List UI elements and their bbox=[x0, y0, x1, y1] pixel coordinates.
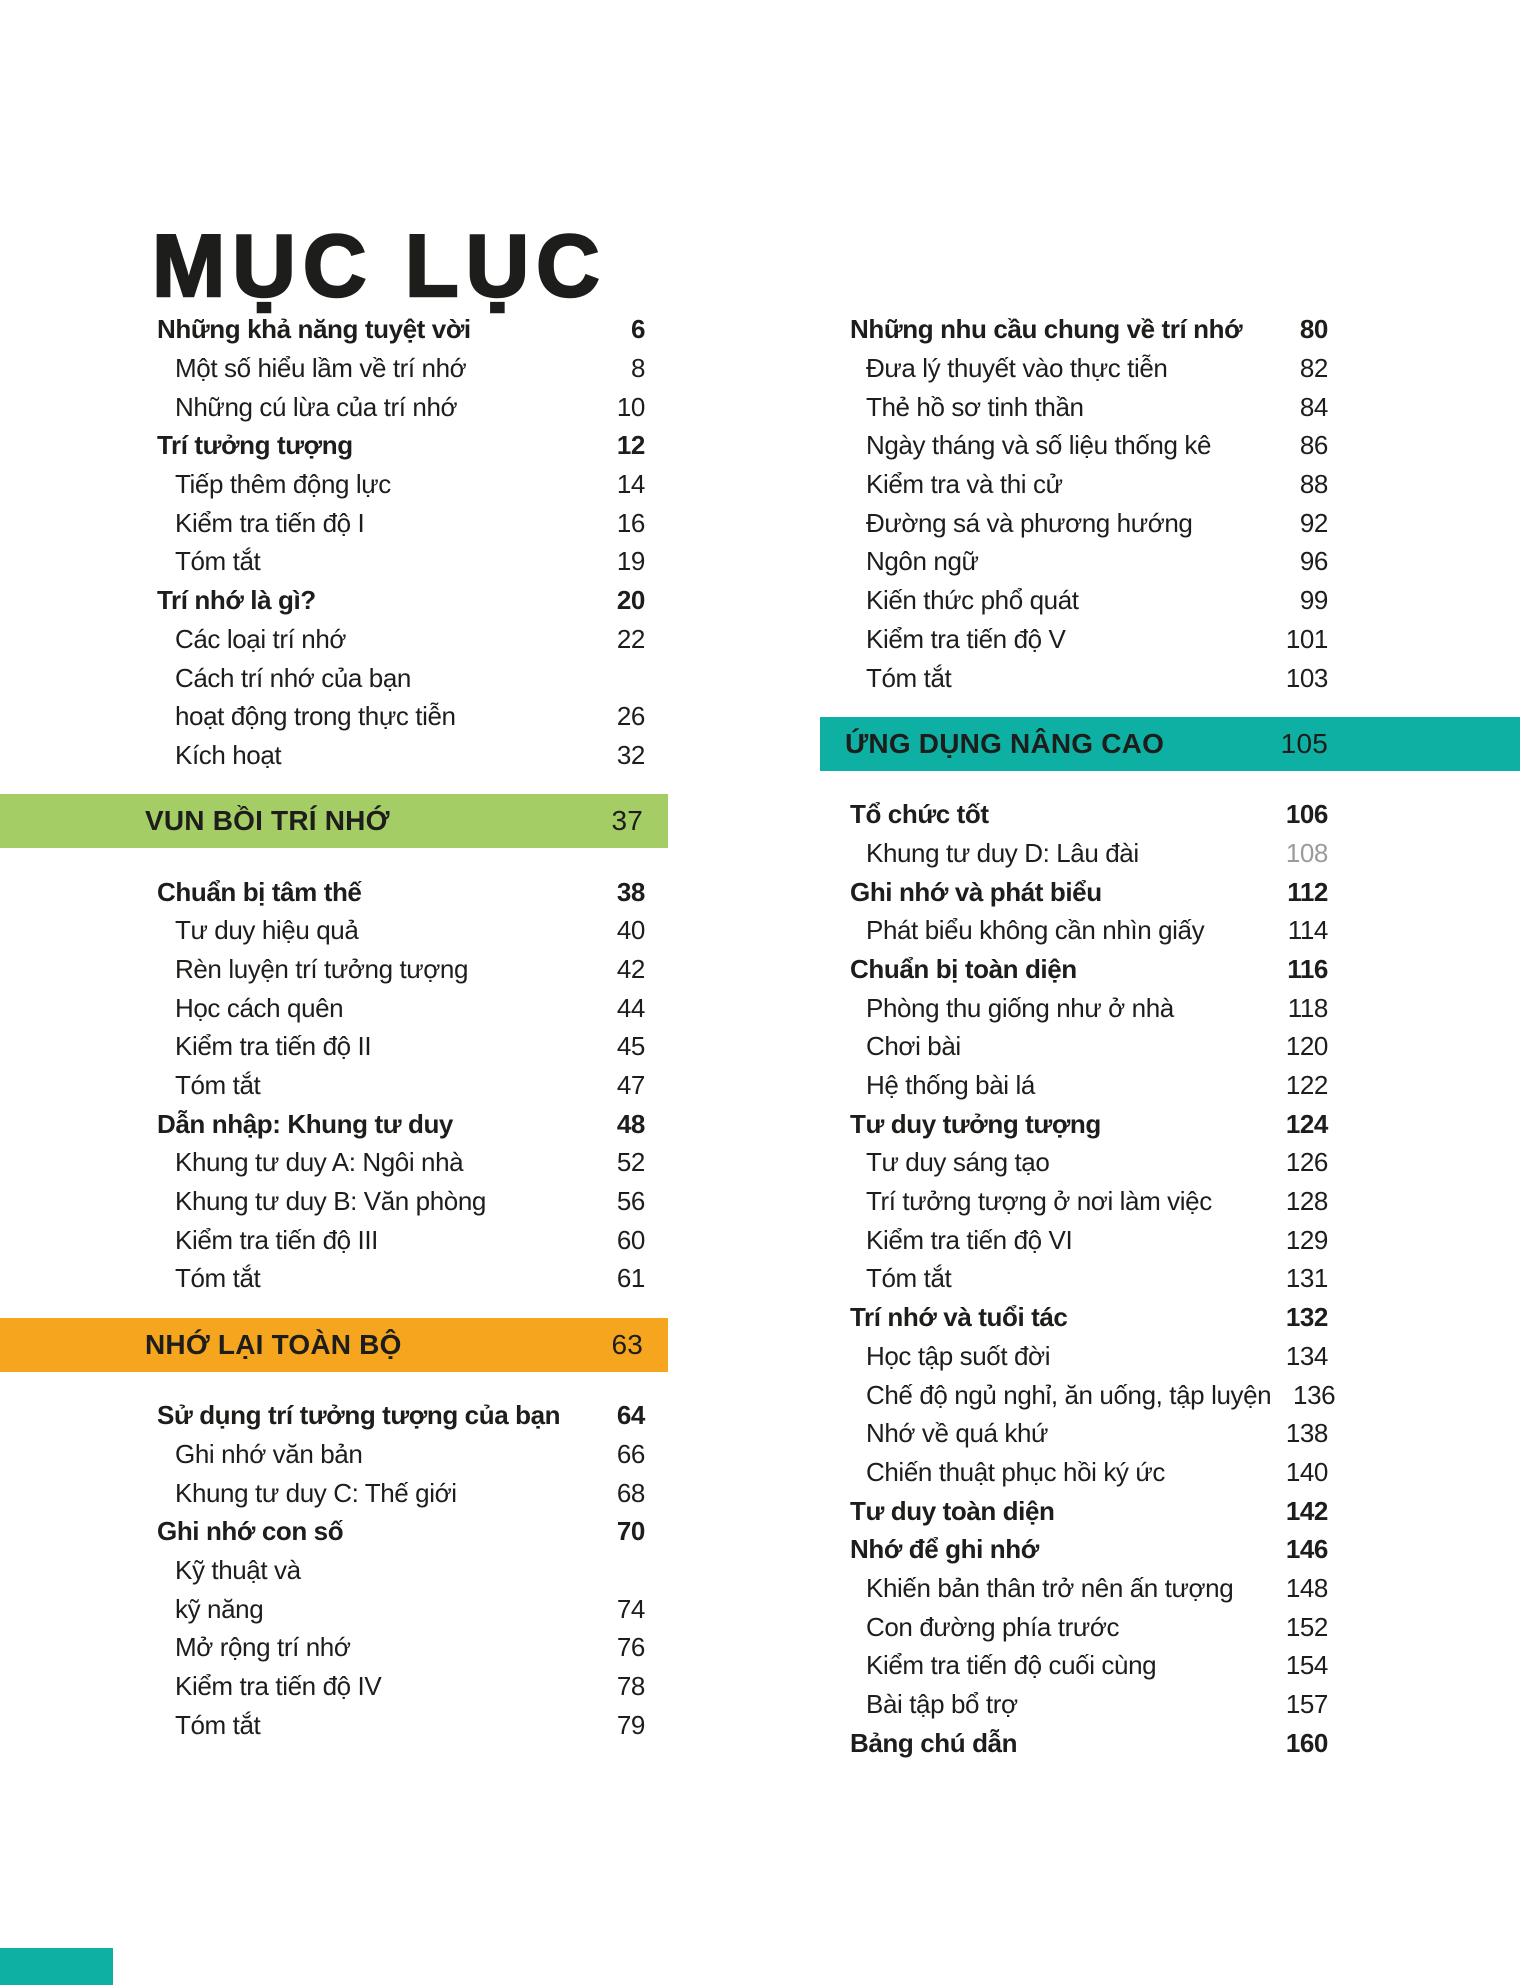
toc-entry-page: 12 bbox=[616, 430, 645, 461]
toc-entry-page: 10 bbox=[616, 391, 645, 422]
toc-entry bbox=[820, 911, 1520, 950]
toc-entry-page: 45 bbox=[616, 1031, 645, 1062]
toc-entry-label: Tóm tắt bbox=[175, 1709, 261, 1740]
toc-entry-label: Con đường phía trước bbox=[866, 1611, 1120, 1642]
toc-entry-page: 80 bbox=[1299, 314, 1328, 345]
toc-entry-page: 112 bbox=[1287, 876, 1328, 907]
toc-entry bbox=[0, 620, 668, 659]
toc-entry-label: Kích hoạt bbox=[175, 739, 282, 770]
toc-entry bbox=[0, 736, 668, 775]
toc-entry bbox=[820, 387, 1520, 426]
toc-entry bbox=[0, 581, 668, 620]
toc-entry-label: Tóm tắt bbox=[175, 1070, 261, 1101]
toc-entry-label: Kiểm tra tiến độ V bbox=[866, 623, 1066, 654]
toc-entry bbox=[0, 1220, 668, 1259]
toc-entry-page: 82 bbox=[1299, 353, 1328, 384]
toc-entry-page: 38 bbox=[616, 876, 645, 907]
toc-entry bbox=[0, 988, 668, 1027]
toc-entry-label: Những khả năng tuyệt vời bbox=[157, 314, 471, 345]
toc-entry-label: Chiến thuật phục hồi ký ức bbox=[866, 1456, 1165, 1487]
toc-entry bbox=[820, 1491, 1520, 1530]
toc-entry-label: Thẻ hồ sơ tinh thần bbox=[866, 391, 1084, 422]
toc-entry-page: 32 bbox=[616, 739, 645, 770]
toc-entry-label: Hệ thống bài lá bbox=[866, 1070, 1035, 1101]
toc-entry-page: 152 bbox=[1285, 1611, 1328, 1642]
toc-entry bbox=[0, 310, 668, 349]
toc-entry bbox=[820, 872, 1520, 911]
toc-entry-page: 116 bbox=[1287, 953, 1328, 984]
toc-entry-page: 131 bbox=[1285, 1263, 1328, 1294]
toc-entry-page: 106 bbox=[1285, 799, 1328, 830]
toc-entry bbox=[820, 426, 1520, 465]
toc-entry-label: Nhớ về quá khứ bbox=[866, 1418, 1049, 1449]
toc-entry-label: Khung tư duy B: Văn phòng bbox=[175, 1186, 486, 1217]
toc-entry-page: 157 bbox=[1285, 1689, 1328, 1720]
toc-entry-page: 88 bbox=[1299, 469, 1328, 500]
toc-entry-page: 64 bbox=[616, 1400, 645, 1431]
toc-column-right bbox=[820, 310, 1520, 1762]
toc-entry-label: Tư duy tưởng tượng bbox=[850, 1108, 1101, 1139]
toc-entry bbox=[820, 1337, 1520, 1376]
toc-entry bbox=[0, 1705, 668, 1744]
toc-entry-label: Những nhu cầu chung về trí nhớ bbox=[850, 314, 1243, 345]
toc-entry-label: Kiểm tra tiến độ II bbox=[175, 1031, 372, 1062]
toc-entry-label: Khiến bản thân trở nên ấn tượng bbox=[866, 1572, 1234, 1603]
toc-entry-label: Khung tư duy A: Ngôi nhà bbox=[175, 1147, 464, 1178]
toc-entry-page: 108 bbox=[1285, 837, 1328, 868]
toc-entry-label: Tư duy sáng tạo bbox=[866, 1147, 1050, 1178]
toc-entry bbox=[0, 1473, 668, 1512]
toc-entry bbox=[820, 1414, 1520, 1453]
section-banner-label: NHỚ LẠI TOÀN BỘ bbox=[145, 1328, 402, 1360]
toc-entry bbox=[820, 542, 1520, 581]
toc-entry-label: Ghi nhớ và phát biểu bbox=[850, 876, 1102, 907]
toc-entry-label: Ghi nhớ con số bbox=[157, 1516, 344, 1547]
toc-entry-label: Ngày tháng và số liệu thống kê bbox=[866, 430, 1212, 461]
toc-entry bbox=[820, 1027, 1520, 1066]
toc-entry-label: Tư duy hiệu quả bbox=[175, 915, 359, 946]
toc-entry bbox=[0, 426, 668, 465]
toc-entry-page: 140 bbox=[1285, 1456, 1328, 1487]
toc-entry bbox=[820, 310, 1520, 349]
toc-entry bbox=[820, 834, 1520, 873]
section-banner-page: 63 bbox=[611, 1328, 643, 1360]
toc-entry bbox=[0, 872, 668, 911]
toc-entry-label: Trí tưởng tượng ở nơi làm việc bbox=[866, 1186, 1212, 1217]
toc-entry bbox=[0, 1104, 668, 1143]
toc-entry-page: 42 bbox=[616, 953, 645, 984]
toc-entry-label: Học tập suốt đời bbox=[866, 1340, 1051, 1371]
toc-entry bbox=[0, 1435, 668, 1474]
toc-entry bbox=[820, 349, 1520, 388]
toc-entry bbox=[820, 658, 1520, 697]
toc-entry-label: Chơi bài bbox=[866, 1031, 961, 1062]
toc-entry bbox=[820, 1569, 1520, 1608]
toc-entry-page: 129 bbox=[1285, 1224, 1328, 1255]
toc-entry bbox=[820, 1298, 1520, 1337]
toc-entry bbox=[820, 581, 1520, 620]
toc-entry bbox=[0, 950, 668, 989]
page-title: MỤC LỤC bbox=[152, 215, 607, 315]
toc-entry bbox=[820, 1143, 1520, 1182]
toc-entry-page: 84 bbox=[1299, 391, 1328, 422]
toc-entry-page: 122 bbox=[1285, 1070, 1328, 1101]
toc-entry-label: Kiểm tra và thi cử bbox=[866, 469, 1063, 500]
toc-entry-page: 74 bbox=[616, 1593, 645, 1624]
toc-entry bbox=[820, 1259, 1520, 1298]
toc-entry bbox=[820, 1104, 1520, 1143]
toc-entry-page: 128 bbox=[1285, 1186, 1328, 1217]
toc-entry bbox=[820, 950, 1520, 989]
section-banner bbox=[820, 717, 1520, 771]
toc-entry bbox=[0, 349, 668, 388]
toc-entry-label: Tóm tắt bbox=[175, 546, 261, 577]
toc-entry bbox=[0, 697, 668, 736]
toc-entry-page: 103 bbox=[1285, 662, 1328, 693]
toc-entry-page: 154 bbox=[1285, 1650, 1328, 1681]
toc-entry-page: 142 bbox=[1285, 1495, 1328, 1526]
toc-entry-page: 68 bbox=[616, 1477, 645, 1508]
toc-entry bbox=[0, 465, 668, 504]
toc-entry-label: Kiểm tra tiến độ cuối cùng bbox=[866, 1650, 1157, 1681]
toc-entry-page: 134 bbox=[1285, 1340, 1328, 1371]
toc-entry-label: Những cú lừa của trí nhớ bbox=[175, 391, 458, 422]
toc-entry-page: 6 bbox=[630, 314, 645, 345]
toc-entry bbox=[0, 1512, 668, 1551]
section-banner bbox=[0, 794, 668, 848]
toc-entry-label: Khung tư duy D: Lâu đài bbox=[866, 837, 1139, 868]
toc-entry-page: 101 bbox=[1285, 623, 1328, 654]
toc-entry-page: 79 bbox=[616, 1709, 645, 1740]
toc-entry bbox=[0, 1628, 668, 1667]
toc-entry-label: Kiến thức phổ quát bbox=[866, 585, 1079, 616]
toc-entry-page: 61 bbox=[616, 1263, 645, 1294]
toc-entry-label: Trí tưởng tượng bbox=[157, 430, 353, 461]
toc-entry bbox=[820, 1530, 1520, 1569]
toc-entry-page: 92 bbox=[1299, 507, 1328, 538]
section-banner-label: VUN BỒI TRÍ NHỚ bbox=[145, 805, 390, 837]
toc-entry-page: 48 bbox=[616, 1108, 645, 1139]
toc-entry bbox=[0, 1667, 668, 1706]
toc-entry-label: Tóm tắt bbox=[175, 1263, 261, 1294]
toc-entry-page: 120 bbox=[1285, 1031, 1328, 1062]
toc-entry bbox=[820, 795, 1520, 834]
toc-entry-page: 99 bbox=[1299, 585, 1328, 616]
toc-entry-page: 70 bbox=[616, 1516, 645, 1547]
toc-entry bbox=[820, 1453, 1520, 1492]
toc-entry bbox=[820, 1607, 1520, 1646]
toc-entry-label: Tóm tắt bbox=[866, 1263, 952, 1294]
toc-entry-page: 40 bbox=[616, 915, 645, 946]
toc-entry-label: Sử dụng trí tưởng tượng của bạn bbox=[157, 1400, 561, 1431]
toc-entry-page: 66 bbox=[616, 1438, 645, 1469]
toc-entry-page: 160 bbox=[1285, 1727, 1328, 1758]
toc-entry-label: hoạt động trong thực tiễn bbox=[175, 701, 456, 732]
toc-entry bbox=[0, 387, 668, 426]
toc-entry bbox=[0, 658, 668, 697]
toc-entry bbox=[820, 1685, 1520, 1724]
toc-entry bbox=[820, 988, 1520, 1027]
toc-entry-label: Kiểm tra tiến độ I bbox=[175, 507, 365, 538]
toc-entry-page: 132 bbox=[1285, 1302, 1328, 1333]
toc-entry-page: 8 bbox=[630, 353, 645, 384]
toc-entry-label: Dẫn nhập: Khung tư duy bbox=[157, 1108, 453, 1139]
toc-entry-label: Phát biểu không cần nhìn giấy bbox=[866, 915, 1205, 946]
toc-entry bbox=[820, 1723, 1520, 1762]
toc-entry bbox=[820, 1646, 1520, 1685]
toc-entry-page: 78 bbox=[616, 1670, 645, 1701]
toc-entry-page: 118 bbox=[1287, 992, 1328, 1023]
toc-column-left bbox=[0, 310, 668, 1744]
toc-entry-label: Kỹ thuật và bbox=[175, 1554, 301, 1585]
toc-entry-label: Bảng chú dẫn bbox=[850, 1727, 1018, 1758]
toc-entry-label: Rèn luyện trí tưởng tượng bbox=[175, 953, 469, 984]
toc-entry-page: 56 bbox=[616, 1186, 645, 1217]
section-banner-page: 37 bbox=[611, 805, 643, 837]
toc-entry-page: 124 bbox=[1285, 1108, 1328, 1139]
toc-entry-page: 52 bbox=[616, 1147, 645, 1178]
toc-entry-label: Chuẩn bị tâm thế bbox=[157, 876, 362, 907]
toc-entry-label: Bài tập bổ trợ bbox=[866, 1689, 1018, 1720]
toc-entry-page: 96 bbox=[1299, 546, 1328, 577]
toc-entry-label: Ghi nhớ văn bản bbox=[175, 1438, 363, 1469]
toc-entry bbox=[0, 1027, 668, 1066]
toc-entry-page: 114 bbox=[1287, 915, 1328, 946]
toc-entry-page: 19 bbox=[616, 546, 645, 577]
toc-entry-label: Khung tư duy C: Thế giới bbox=[175, 1477, 457, 1508]
toc-entry-label: Nhớ để ghi nhớ bbox=[850, 1534, 1039, 1565]
toc-entry-page: 26 bbox=[616, 701, 645, 732]
toc-entry bbox=[0, 911, 668, 950]
toc-entry bbox=[820, 1182, 1520, 1221]
toc-entry-page: 146 bbox=[1285, 1534, 1328, 1565]
toc-entry-label: Chuẩn bị toàn diện bbox=[850, 953, 1077, 984]
toc-entry bbox=[0, 542, 668, 581]
toc-entry-page: 22 bbox=[616, 623, 645, 654]
toc-entry bbox=[820, 1220, 1520, 1259]
toc-entry-label: kỹ năng bbox=[175, 1593, 264, 1624]
toc-entry-page: 136 bbox=[1293, 1379, 1336, 1410]
toc-entry-label: Ngôn ngữ bbox=[866, 546, 979, 577]
toc-entry-page: 16 bbox=[616, 507, 645, 538]
toc-entry-page: 148 bbox=[1285, 1572, 1328, 1603]
toc-entry-label: Kiểm tra tiến độ IV bbox=[175, 1670, 382, 1701]
toc-entry-label: Mở rộng trí nhớ bbox=[175, 1632, 351, 1663]
section-banner-page: 105 bbox=[1280, 727, 1328, 759]
toc-entry-page: 14 bbox=[616, 469, 645, 500]
toc-entry bbox=[0, 1259, 668, 1298]
toc-entry-label: Đường sá và phương hướng bbox=[866, 507, 1193, 538]
toc-entry-page: 60 bbox=[616, 1224, 645, 1255]
toc-entry-label: Tóm tắt bbox=[866, 662, 952, 693]
toc-entry bbox=[820, 620, 1520, 659]
toc-entry-label: Đưa lý thuyết vào thực tiễn bbox=[866, 353, 1168, 384]
toc-entry-page: 76 bbox=[616, 1632, 645, 1663]
toc-entry-page: 126 bbox=[1285, 1147, 1328, 1178]
corner-accent-bar bbox=[0, 1948, 113, 1985]
toc-entry-label: Chế độ ngủ nghỉ, ăn uống, tập luyện bbox=[866, 1379, 1272, 1410]
section-banner bbox=[0, 1318, 668, 1372]
toc-entry-label: Tư duy toàn diện bbox=[850, 1495, 1055, 1526]
toc-entry-label: Tổ chức tốt bbox=[850, 799, 989, 830]
toc-entry bbox=[0, 1143, 668, 1182]
toc-entry bbox=[0, 1589, 668, 1628]
toc-entry bbox=[0, 1551, 668, 1590]
toc-entry-label: Trí nhớ và tuổi tác bbox=[850, 1302, 1068, 1333]
toc-entry-label: Một số hiểu lầm về trí nhớ bbox=[175, 353, 467, 384]
toc-entry-label: Tiếp thêm động lực bbox=[175, 469, 391, 500]
toc-entry-page: 86 bbox=[1299, 430, 1328, 461]
toc-entry bbox=[820, 1375, 1520, 1414]
toc-entry-label: Trí nhớ là gì? bbox=[157, 585, 316, 616]
toc-entry-label: Các loại trí nhớ bbox=[175, 623, 347, 654]
toc-entry-label: Kiểm tra tiến độ III bbox=[175, 1224, 378, 1255]
toc-entry-page: 138 bbox=[1285, 1418, 1328, 1449]
toc-entry bbox=[0, 503, 668, 542]
toc-entry bbox=[820, 503, 1520, 542]
toc-entry-label: Cách trí nhớ của bạn bbox=[175, 662, 411, 693]
toc-entry bbox=[820, 465, 1520, 504]
toc-entry-label: Kiểm tra tiến độ VI bbox=[866, 1224, 1073, 1255]
toc-entry bbox=[0, 1182, 668, 1221]
toc-entry-page: 44 bbox=[616, 992, 645, 1023]
section-banner-label: ỨNG DỤNG NÂNG CAO bbox=[845, 727, 1165, 759]
toc-entry bbox=[820, 1066, 1520, 1105]
toc-entry bbox=[0, 1396, 668, 1435]
toc-entry-label: Học cách quên bbox=[175, 992, 344, 1023]
toc-entry-label: Phòng thu giống như ở nhà bbox=[866, 992, 1174, 1023]
toc-entry-page: 20 bbox=[616, 585, 645, 616]
toc-entry bbox=[0, 1066, 668, 1105]
toc-entry-page: 47 bbox=[616, 1070, 645, 1101]
